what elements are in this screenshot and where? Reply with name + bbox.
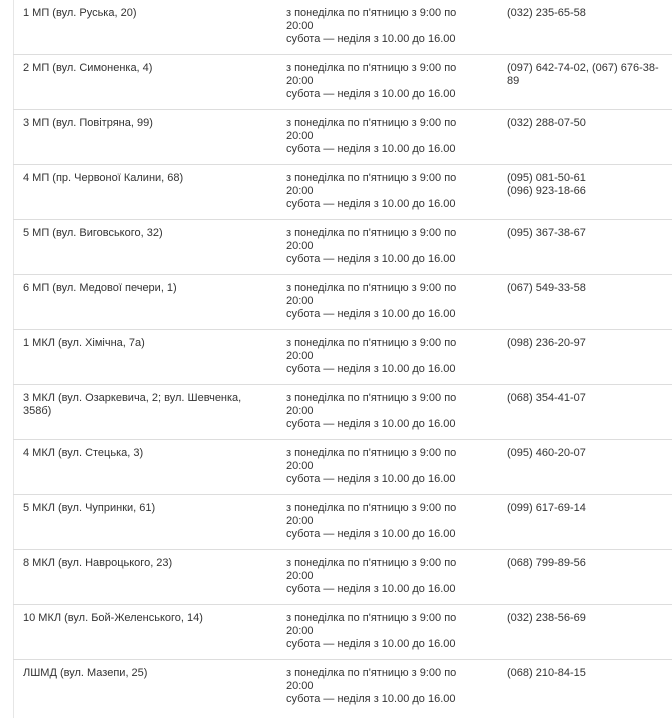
location-name: 3 МКЛ (вул. Озаркевича, 2; вул. Шевченка, 358б): [23, 392, 242, 417]
weekend-hours: субота — неділя з 10.00 до 16.00: [286, 198, 456, 210]
phone-numbers: [507, 447, 667, 460]
phone-numbers: [507, 502, 667, 515]
phone-number: (096) 923-18-66: [507, 185, 586, 197]
working-hours: [286, 172, 486, 211]
weekday-hours: з понеділка по п'ятницю з 9:00 по 20:00: [286, 227, 460, 252]
location-name: 5 МКЛ (вул. Чупринки, 61): [23, 502, 156, 514]
location-name: ЛШМД (вул. Мазепи, 25): [23, 667, 148, 679]
table-row: [13, 55, 672, 110]
weekday-hours: з понеділка по п'ятницю з 9:00 по 20:00: [286, 392, 460, 417]
weekend-hours: субота — неділя з 10.00 до 16.00: [286, 638, 456, 650]
location-name: 2 МП (вул. Симоненка, 4): [23, 62, 153, 74]
table-row: [13, 660, 672, 715]
phone-number: (068) 799-89-56: [507, 557, 586, 569]
working-hours: [286, 392, 486, 431]
table-row: [13, 275, 672, 330]
weekend-hours: субота — неділя з 10.00 до 16.00: [286, 143, 456, 155]
location-name: 6 МП (вул. Медової печери, 1): [23, 282, 177, 294]
phone-number: (099) 617-69-14: [507, 502, 586, 514]
weekday-hours: з понеділка по п'ятницю з 9:00 по 20:00: [286, 62, 460, 87]
phone-numbers: [507, 667, 667, 680]
phone-number: (067) 549-33-58: [507, 282, 586, 294]
working-hours: [286, 337, 486, 376]
phone-number: (032) 288-07-50: [507, 117, 586, 129]
weekday-hours: з понеділка по п'ятницю з 9:00 по 20:00: [286, 557, 460, 582]
weekday-hours: з понеділка по п'ятницю з 9:00 по 20:00: [286, 447, 460, 472]
working-hours: [286, 557, 486, 596]
weekend-hours: субота — неділя з 10.00 до 16.00: [286, 253, 456, 265]
weekend-hours: субота — неділя з 10.00 до 16.00: [286, 33, 456, 45]
working-hours: [286, 612, 486, 651]
phone-numbers: [507, 227, 667, 240]
table-row: [13, 495, 672, 550]
phone-numbers: [507, 612, 667, 625]
location-name: 8 МКЛ (вул. Навроцького, 23): [23, 557, 173, 569]
phone-number: (098) 236-20-97: [507, 337, 586, 349]
weekday-hours: з понеділка по п'ятницю з 9:00 по 20:00: [286, 172, 460, 197]
table-row: [13, 110, 672, 165]
phone-numbers: [507, 62, 667, 88]
table-row: [13, 0, 672, 55]
table-row: [13, 330, 672, 385]
phone-number: (068) 210-84-15: [507, 667, 586, 679]
phone-number: (095) 460-20-07: [507, 447, 586, 459]
table-row: [13, 385, 672, 440]
weekend-hours: субота — неділя з 10.00 до 16.00: [286, 308, 456, 320]
weekend-hours: субота — неділя з 10.00 до 16.00: [286, 528, 456, 540]
weekday-hours: з понеділка по п'ятницю з 9:00 по 20:00: [286, 612, 460, 637]
table-row: [13, 440, 672, 495]
phone-number: (097) 642-74-02, (067) 676-38-89: [507, 62, 659, 87]
weekday-hours: з понеділка по п'ятницю з 9:00 по 20:00: [286, 337, 460, 362]
phone-number: (068) 354-41-07: [507, 392, 586, 404]
weekend-hours: субота — неділя з 10.00 до 16.00: [286, 693, 456, 705]
working-hours: [286, 282, 486, 321]
location-name: 3 МП (вул. Повітряна, 99): [23, 117, 153, 129]
working-hours: [286, 227, 486, 266]
location-name: 1 МП (вул. Руська, 20): [23, 7, 137, 19]
working-hours: [286, 502, 486, 541]
phone-number: (095) 081-50-61: [507, 172, 586, 184]
location-name: 5 МП (вул. Виговського, 32): [23, 227, 163, 239]
table-row: [13, 605, 672, 660]
working-hours: [286, 667, 486, 706]
weekend-hours: субота — неділя з 10.00 до 16.00: [286, 418, 456, 430]
phone-number: (032) 238-56-69: [507, 612, 586, 624]
location-name: 4 МКЛ (вул. Стецька, 3): [23, 447, 144, 459]
weekend-hours: субота — неділя з 10.00 до 16.00: [286, 88, 456, 100]
weekend-hours: субота — неділя з 10.00 до 16.00: [286, 363, 456, 375]
phone-numbers: [507, 557, 667, 570]
table-row: [13, 165, 672, 220]
working-hours: [286, 447, 486, 486]
weekend-hours: субота — неділя з 10.00 до 16.00: [286, 583, 456, 595]
location-name: 4 МП (пр. Червоної Калини, 68): [23, 172, 184, 184]
weekday-hours: з понеділка по п'ятницю з 9:00 по 20:00: [286, 7, 460, 32]
working-hours: [286, 117, 486, 156]
phone-numbers: [507, 282, 667, 295]
working-hours: [286, 62, 486, 101]
table-row: [13, 550, 672, 605]
weekday-hours: з понеділка по п'ятницю з 9:00 по 20:00: [286, 117, 460, 142]
phone-number: (095) 367-38-67: [507, 227, 586, 239]
weekday-hours: з понеділка по п'ятницю з 9:00 по 20:00: [286, 502, 460, 527]
table-row: [13, 220, 672, 275]
phone-numbers: [507, 7, 667, 20]
location-name: 1 МКЛ (вул. Хімічна, 7а): [23, 337, 145, 349]
phone-numbers: [507, 392, 667, 405]
phone-number: (032) 235-65-58: [507, 7, 586, 19]
phone-numbers: [507, 337, 667, 350]
weekday-hours: з понеділка по п'ятницю з 9:00 по 20:00: [286, 282, 460, 307]
location-name: 10 МКЛ (вул. Бой-Желенського, 14): [23, 612, 203, 624]
weekday-hours: з понеділка по п'ятницю з 9:00 по 20:00: [286, 667, 460, 692]
pharmacy-hours-table: [13, 0, 672, 715]
phone-numbers: [507, 117, 667, 130]
phone-numbers: [507, 172, 667, 198]
working-hours: [286, 7, 486, 46]
weekend-hours: субота — неділя з 10.00 до 16.00: [286, 473, 456, 485]
